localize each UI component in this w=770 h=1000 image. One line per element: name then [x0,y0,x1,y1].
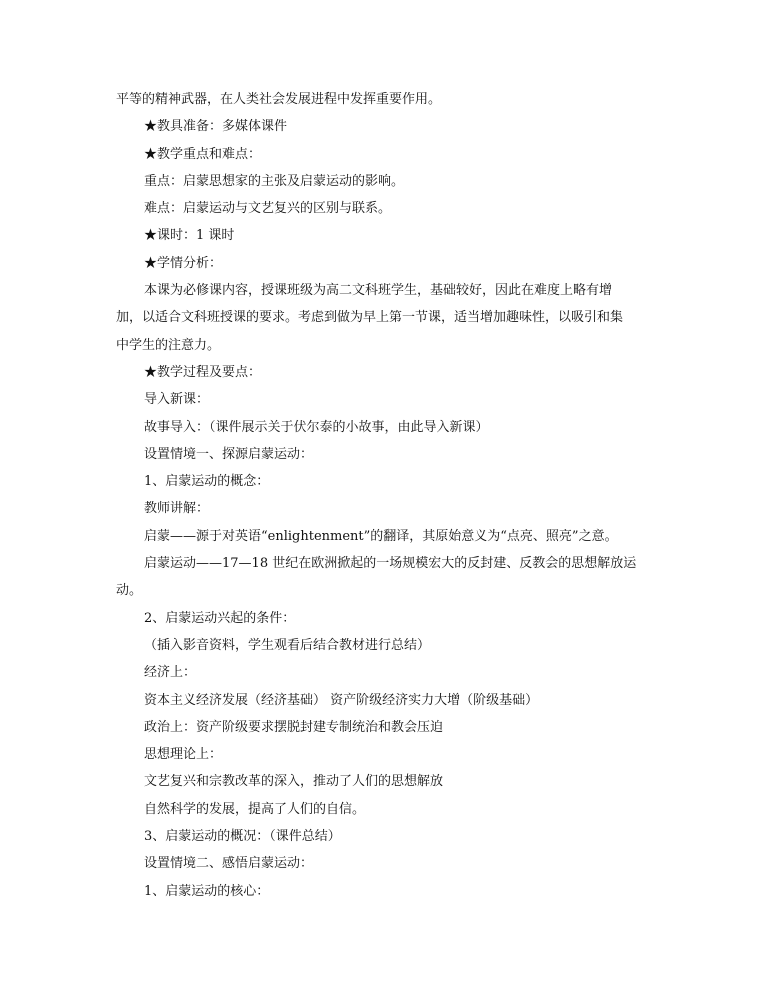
text-line: 故事导入：（课件展示关于伏尔泰的小故事，由此导入新课） [144,419,489,435]
text-line: 导入新课： [144,392,210,408]
text-line: 3、启蒙运动的概况：（课件总结） [144,829,341,845]
text-line: 重点：启蒙思想家的主张及启蒙运动的影响。 [144,173,405,189]
text-line: 教师讲解： [144,501,210,517]
text-line: ★课时：1 课时 [144,228,235,244]
text-line: 自然科学的发展，提高了人们的自信。 [144,801,366,817]
text-line: 设置情境一、探源启蒙运动： [144,446,314,462]
text-line: 政治上：资产阶级要求摆脱封建专制统治和教会压迫 [144,719,444,735]
text-line: ★教学过程及要点： [144,364,262,380]
text-line: 难点：启蒙运动与文艺复兴的区别与联系。 [144,201,392,217]
text-line: ★教学重点和难点： [144,146,262,162]
text-line: 1、启蒙运动的概念： [144,474,270,490]
text-line: ★学情分析： [144,255,223,271]
text-line: 文艺复兴和宗教改革的深入，推动了人们的思想解放 [144,774,444,790]
text-line: 动。 [116,583,143,599]
text-line: 经济上： [144,665,197,681]
text-line: 启蒙——源于对英语“enlightenment”的翻译，其原始意义为“点亮、照亮”之意。 [144,528,618,544]
text-line: 1、启蒙运动的核心： [144,883,270,899]
text-line: 设置情境二、感悟启蒙运动： [144,856,314,872]
text-line: 平等的精神武器，在人类社会发展进程中发挥重要作用。 [116,92,442,107]
text-line: 加，以适合文科班授课的要求。考虑到做为早上第一节课，适当增加趣味性，以吸引和集 [116,310,624,326]
text-line: 本课为必修课内容，授课班级为高二文科班学生，基础较好，因此在难度上略有增 [144,283,613,299]
text-line: 启蒙运动——17—18 世纪在欧洲掀起的一场规模宏大的反封建、反教会的思想解放运 [144,556,637,572]
text-line: 中学生的注意力。 [116,337,221,353]
document-body [116,86,656,905]
text-line: （插入影音资料，学生观看后结合教材进行总结） [144,637,431,653]
text-line: 思想理论上： [144,747,223,763]
text-line: 2、启蒙运动兴起的条件： [144,610,296,626]
text-line: ★教具准备：多媒体课件 [144,119,288,135]
text-line: 资本主义经济发展（经济基础） 资产阶级经济实力大增（阶级基础） [144,692,539,708]
